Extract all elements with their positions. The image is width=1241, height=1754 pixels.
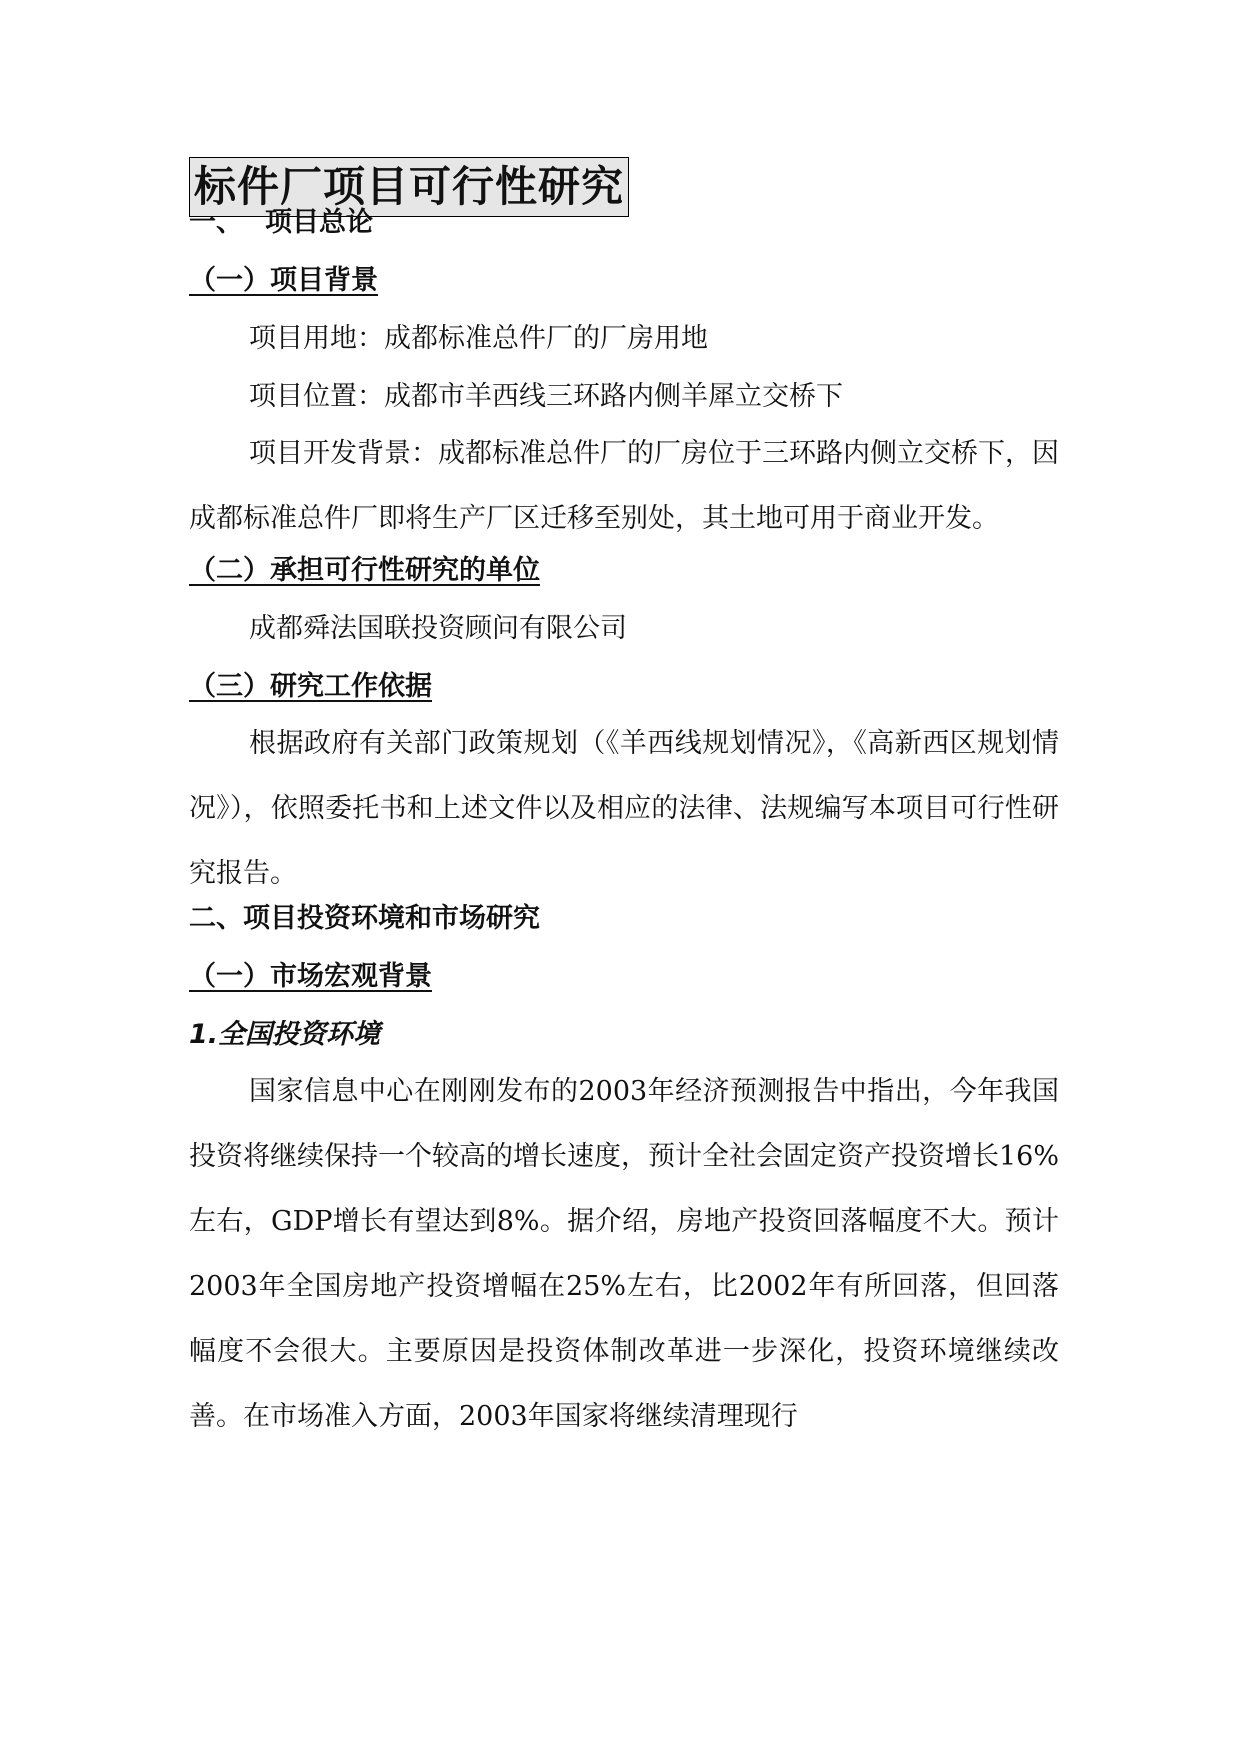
national-environment-paragraph: 国家信息中心在刚刚发布的2003年经济预测报告中指出，今年我国投资将继续保持一个较高的增长速度，预计全社会固定资产投资增长16%左右，GDP增长有望达到8%。据介绍，房地产投资回落幅度不大。预计2003年全国房地产投资增幅在25%左右，比2002年有所回落，但回落幅度不会很大。主要原因是投资体制改革进一步深化，投资环境继续改善。在市场准入方面，2003年国家将继续清理现行	[189, 1076, 1060, 1432]
project-location-line: 项目位置：成都市羊西线三环路内侧羊犀立交桥下	[249, 381, 843, 412]
section-title: 项目总论	[265, 207, 373, 238]
research-company-line: 成都舜法国联投资顾问有限公司	[249, 613, 627, 644]
section-heading-investment-environment: 二、项目投资环境和市场研究	[189, 903, 540, 934]
item-heading-national-environment: 1.全国投资环境	[189, 1019, 381, 1050]
subsection-heading-research-unit: （二）承担可行性研究的单位	[189, 555, 540, 586]
section-number: 一、	[189, 207, 243, 238]
research-basis-paragraph: 根据政府有关部门政策规划（《羊西线规划情况》，《高新西区规划情况》），依照委托书和上述文件以及相应的法律、法规编写本项目可行性研究报告。	[189, 728, 1059, 889]
subsection-heading-background: （一）项目背景	[189, 265, 378, 296]
subsection-heading-research-basis: （三）研究工作依据	[189, 671, 432, 702]
subsection-heading-macro-background: （一）市场宏观背景	[189, 961, 432, 992]
document-title: 标件厂项目可行性研究	[189, 157, 629, 217]
project-site-line: 项目用地：成都标准总件厂的厂房用地	[249, 323, 708, 354]
section-heading-overview	[189, 205, 373, 241]
project-background-paragraph: 项目开发背景：成都标准总件厂的厂房位于三环路内侧立交桥下，因成都标准总件厂即将生产厂区迁移至别处，其土地可用于商业开发。	[189, 438, 1059, 534]
